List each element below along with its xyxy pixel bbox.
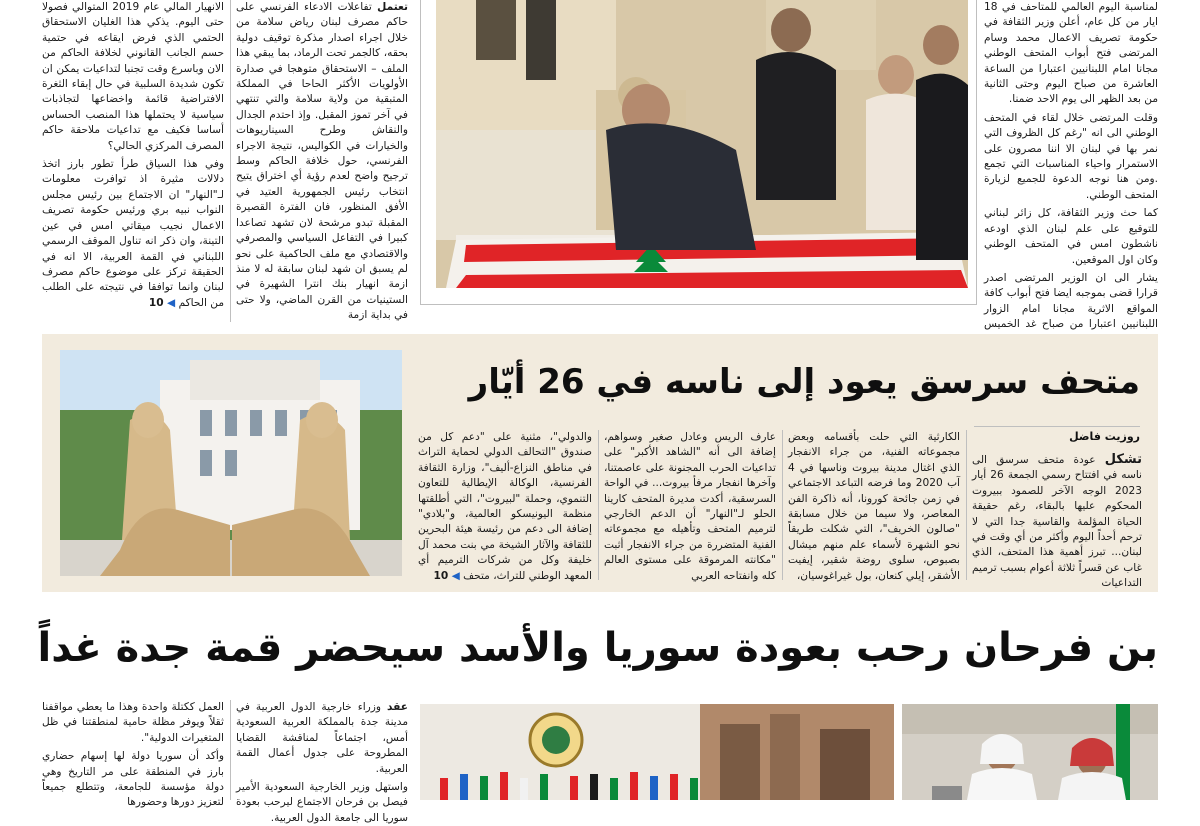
- article-paragraph: تشكل عودة متحف سرسق الى ناسه في افتتاح رسمي الجمعة 26 أيار 2023 الوجه الآخر للصمود ببيروت المحكوم عليها بالبقاء، رغم حقيقة الحياة المؤلمة والقاسية جدا التي لا ترحم أحداً اليوم وأكثر من أي وقت في لبنان... تبرز أهمية هذا المتحف، الذي غاب عن قسراً ثلاثة أعوام بسبب ترميم التداعيات: [972, 452, 1142, 590]
- photo-flag-signing: [436, 0, 968, 288]
- photo-arab-league-flags-illustration: [420, 704, 894, 800]
- photo-saudi-ministers: [902, 704, 1158, 800]
- article-paragraph: عقد وزراء خارجية الدول العربية في مدينة جدة بالمملكة العربية السعودية أمس، اجتماعاً لمناقشة القضايا المطروحة على جدول أعمال القمة العربية.: [236, 701, 408, 775]
- continued-page-number[interactable]: 10: [433, 569, 449, 582]
- summit-headline[interactable]: بن فرحان رحب بعودة سوريا والأسد سيحضر قمة جدة غداً: [37, 625, 1158, 671]
- article-column-far-left: [42, 0, 224, 322]
- article-paragraph: وأكد أن سوريا دولة لها إسهام حضاري بارز في المنطقة على مر التاريخ وهي دولة مؤسسة للجامعة، وتتطلع جميعاً لتعزيز دورها وحضورها: [42, 750, 224, 809]
- article-column-bottom-mid-left: [236, 700, 408, 824]
- column-divider: [230, 0, 231, 322]
- article-paragraph: كما حث وزير الثقافة، كل زائر لبناني للتوقيع على علم لبنان الذي اودعه ناشطون امس في المتحف الوطني وكان اول الموقعين.: [984, 207, 1158, 266]
- museum-article-column-4: [418, 430, 592, 584]
- article-column-mid-left: [236, 0, 408, 322]
- article-lead-word: تعتمل: [377, 1, 409, 13]
- photo-sursock-museum-illustration: [60, 350, 402, 576]
- article-paragraph: تعتمل تفاعلات الادعاء الفرنسي على حاكم مصرف لبنان رياض سلامة من خلال اجراء اصدار مذكرة توقيف دولية بحقه، كالجمر تحت الرماد، بما يبقي هذا الملف – الاستحقاق متوهجا في صدارة الأولويات الأكثر الحاحا في المملكة المتبقية من ولاية سلامة والتي تنتهي في آخر تموز المقبل. وإذ احتدم الجدال والنقاش وطرح السيناريوهات والخيارات في الكواليس، نتيجة الاجراء الفرنسي، حول خلافة الحاكم وسط ترجيح واضح لعدم رؤية أي اختراق يتيح انتخاب رئيس الجمهورية العتيد في الأفق المنظور، فان الفترة القصيرة المقبلة تبدو مرشحة لان تشهد تصاعدا كبيرا في التفاعل السياسي والمصرفي والاقتصادي مع ملف الحاكمية على نحو لم يسبق ان شهد لبنان سابقة له لا منذ ازمة انهيار بنك انترا الشهيرة في الستينيات من القرن الماضي، ولا حتى في بداية ازمة: [236, 1, 409, 322]
- article-lead-word: تشكل: [1104, 452, 1142, 467]
- article-paragraph: لمناسبة اليوم العالمي للمتاحف في 18 ايار من كل عام، أعلن وزير الثقافة في حكومة تصريف الاعمال محمد وسام المرتضى فتح أبواب المتحف الوطني مجانا امام اللبنانيين اعتبارا من الساعة العاشرة من صباح اليوم وحتى الثانية من بعد الظهر الى يوم الاحد ضمنا.: [984, 1, 1158, 106]
- byline: روزيت فاضل: [1069, 430, 1140, 443]
- article-paragraph: وقلت المرتضى خلال لقاء في المتحف الوطني الى انه "رغم كل الظروف التي نمر بها في لبنان الا اننا مصرون على الاستمرار واحياء المناسبات التي تجمع .ومن هنا نوجه الدعوة للجميع لزيارة المتحف الوطني.: [984, 111, 1158, 201]
- photo-saudi-ministers-illustration: [902, 704, 1158, 800]
- continued-arrow-icon[interactable]: ◀: [167, 296, 176, 309]
- article-lead-word: عقد: [387, 701, 408, 713]
- article-paragraph: والدولي"، مثنية على "دعم كل من صندوق "التحالف الدولي لحماية التراث في مناطق النزاع-أليف"، وزارة الثقافة الفرنسية، الوكالة الإيطالية للتعاون التنموي، وحملة "لبيروت"، التي أطلقتها منظمة اليونيسكو العالمية، و"بلادي" إضافة الى دعم من رئيسة هيئة البحرين للثقافة والآثار الشيخة مي بنت محمد آل خليفة وكل من شركات الترميم أي المعهد الوطني للتراث، متحف ◀ 10: [418, 431, 592, 582]
- museum-article-column-1: [972, 452, 1142, 590]
- article-paragraph: الكارثية التي حلت بأقسامه وبعض مجموعاته الفنية، من جراء الانفجار الذي اغتال مدينة بيروت وناسها في 4 آب 2020 وما فرضه التباعد الاجتماعي في زمن جائحة كورونا، أنه ذاكرة الفن المعاصر، ولا سيما من خلال مسابقة "صالون الخريف"، التي شكلت طريقاً نحو الشهرة لأسماء علم منهم ميشال بصبوص، سلوى روضة شقير، إيفيت الأشقر، إيلي كنعان، بول غيراغوسيان،: [788, 431, 960, 582]
- column-divider: [420, 0, 421, 305]
- photo-frame-bottom: [420, 304, 976, 305]
- article-paragraph: الانهيار المالي عام 2019 المتوالي فصولا حتى اليوم. يذكي هذا الغليان الاستحقاق الحتمي الذي فرض ايقاعه في حتمية حسم الجانب القانوني لخلافة الحاكم من الان وباسرع وقت تجنبا لتداعيات يمكن ان تكون شديدة السلبية في حال إبقاء الثغرة الافتراضية قائمة واخضاعها لتجاذبات سياسية لا يحتملها هذا المنصب الحساس أساسا فكيف مع تداعيات ملاحقة حاكم المصرف المركزي الحالي؟: [42, 1, 224, 152]
- column-divider: [966, 430, 967, 580]
- article-paragraph: العمل ككتلة واحدة وهذا ما يعطي مواقفنا ثقلاً ويوفر مظلة حامية لمنطقتنا في ظل المتغيرات الدولية".: [42, 701, 224, 744]
- photo-flag-signing-illustration: [436, 0, 968, 288]
- column-divider: [976, 0, 977, 305]
- article-paragraph: عارف الريس وعادل صغير وسواهم، إضافة الى أنه "الشاهد الأكبر" على تداعيات الحرب المجنونة على عاصمتنا، وآخرها انفجار مرفأ بيروت... في الواحة السرسقية، أكدت مديرة المتحف كارينا الحلو لـ"النهار" أن الدعم الخارجي لترميم المتحف وتأهيله مع مجموعاته الفنية المتضررة من جراء الانفجار أثبت "مكانته المرموقة على مستوى العالم كله وانفتاحه العربي: [604, 431, 776, 582]
- column-divider: [782, 430, 783, 580]
- article-paragraph: يشار الى ان الوزير المرتضى اصدر قرارا قضى بموجبه ايضا فتح أبواب كافة المواقع الاثرية مجانا امام الزوار اللبنانيين اعتبارا من صباح غد الخميس: [984, 271, 1158, 331]
- article-paragraph: واستهل وزير الخارجية السعودية الأمير فيصل بن فرحان الاجتماع ليرحب بعودة سوريا الى جامعة الدول العربية.: [236, 781, 408, 824]
- column-divider: [598, 430, 599, 580]
- photo-arab-league-flags: [420, 704, 894, 800]
- museum-headline[interactable]: متحف سرسق يعود إلى ناسه في 26 أيّار: [468, 362, 1140, 402]
- continued-arrow-icon[interactable]: ◀: [451, 569, 460, 582]
- column-divider: [230, 700, 231, 800]
- article-column-right: [984, 0, 1158, 331]
- byline-rule: [974, 426, 1140, 427]
- article-paragraph: وفي هذا السياق طرأ تطور بارز اتخذ دلالات مثيرة اذ توافرت معلومات لـ"النهار" ان الاجتماع بين رئيس مجلس النواب نبيه بري ورئيس حكومة تصريف الاعمال نجيب ميقاتي امس في عين التينة، وان ذكر انه تناول الموقف الرسمي اللبناني في القمة العربية، الا انه في الحقيقة تركز على موضوع حاكم مصرف لبنان وانما توافقا في نتيجته على الطلب من الحاكم ◀ 10: [42, 158, 224, 309]
- museum-article-column-2: [788, 430, 960, 584]
- photo-sursock-museum: [60, 350, 402, 576]
- continued-page-number[interactable]: 10: [148, 296, 164, 309]
- article-column-bottom-far-left: [42, 700, 224, 809]
- museum-article-column-3: [604, 430, 776, 584]
